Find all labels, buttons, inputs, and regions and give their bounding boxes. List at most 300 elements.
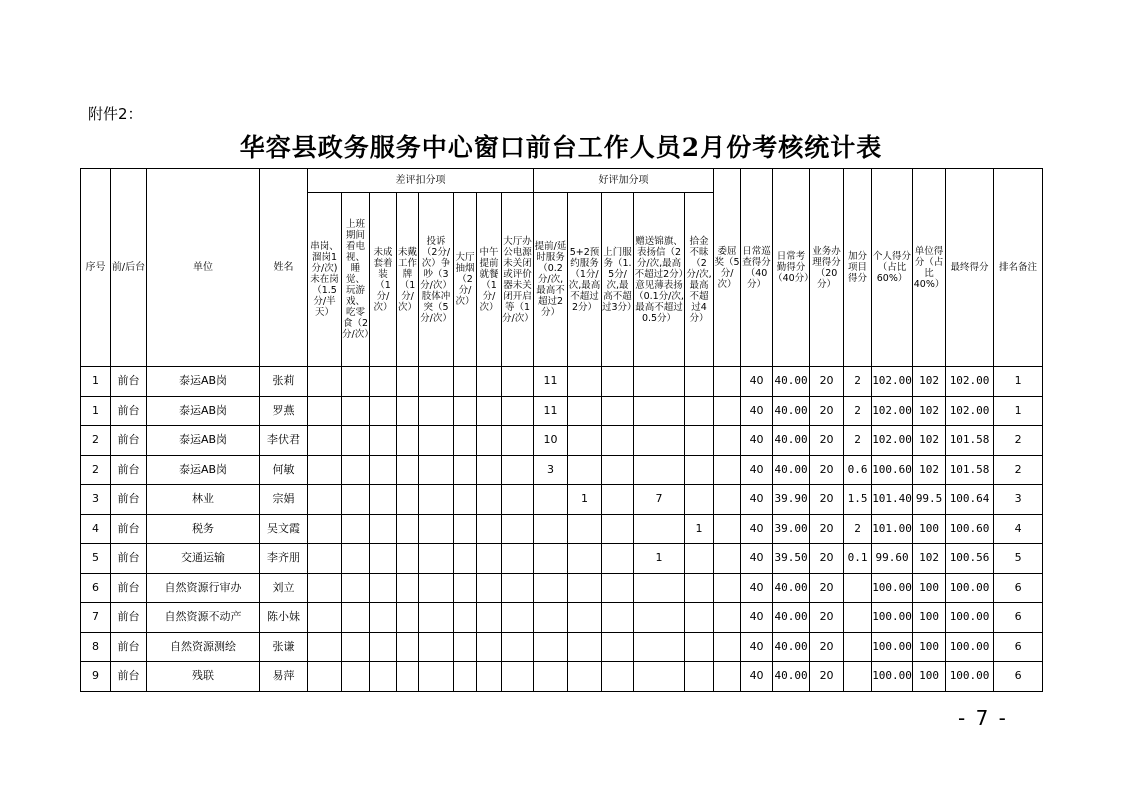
cell-empty bbox=[397, 662, 419, 692]
header-index: 序号 bbox=[81, 169, 111, 367]
cell-b3 bbox=[602, 514, 634, 544]
cell-final: 100.00 bbox=[946, 573, 994, 603]
cell-idx: 9 bbox=[81, 662, 111, 692]
cell-empty bbox=[419, 603, 454, 633]
cell-empty bbox=[397, 603, 419, 633]
cell-empty bbox=[419, 485, 454, 515]
cell-empty bbox=[397, 455, 419, 485]
cell-personal: 101.00 bbox=[872, 514, 913, 544]
table-row bbox=[81, 455, 1043, 485]
cell-unit: 泰运AB岗 bbox=[147, 426, 260, 456]
cell-b5 bbox=[685, 455, 714, 485]
header-penalty-item: 大厅办公电源未关闭或评价器未关闭开启等（1分/次） bbox=[502, 193, 534, 367]
cell-unit_score: 100 bbox=[913, 662, 946, 692]
cell-idx: 1 bbox=[81, 396, 111, 426]
cell-empty bbox=[419, 573, 454, 603]
cell-b2 bbox=[568, 632, 602, 662]
cell-personal: 102.00 bbox=[872, 426, 913, 456]
header-bonus-item: 上门服务（1.5分/次,最高不超过3分） bbox=[602, 193, 634, 367]
cell-empty bbox=[477, 455, 502, 485]
penalty-item-unit: （1分/次） bbox=[373, 279, 393, 313]
cell-desk: 前台 bbox=[111, 426, 147, 456]
cell-biz: 20 bbox=[810, 485, 844, 515]
cell-bonus: 2 bbox=[844, 367, 872, 397]
table-row bbox=[81, 603, 1043, 633]
cell-name: 张谦 bbox=[260, 632, 308, 662]
header-bonus-score: 加分项目得分 bbox=[844, 169, 872, 367]
cell-empty bbox=[419, 367, 454, 397]
cell-b1: 3 bbox=[534, 455, 568, 485]
cell-patrol: 40 bbox=[741, 514, 773, 544]
cell-empty bbox=[342, 485, 370, 515]
cell-b4 bbox=[634, 632, 685, 662]
cell-att: 39.50 bbox=[773, 544, 810, 574]
cell-b2 bbox=[568, 662, 602, 692]
cell-unit_score: 102 bbox=[913, 455, 946, 485]
cell-rank: 6 bbox=[994, 603, 1043, 633]
cell-personal: 101.40 bbox=[872, 485, 913, 515]
cell-b5: 1 bbox=[685, 514, 714, 544]
cell-empty bbox=[454, 573, 477, 603]
cell-biz: 20 bbox=[810, 514, 844, 544]
cell-desk: 前台 bbox=[111, 603, 147, 633]
cell-rank: 2 bbox=[994, 426, 1043, 456]
cell-b1 bbox=[534, 573, 568, 603]
cell-b1 bbox=[534, 662, 568, 692]
cell-empty bbox=[419, 396, 454, 426]
cell-b5 bbox=[685, 573, 714, 603]
header-penalty-item: 未戴工作牌（1分/次） bbox=[397, 193, 419, 367]
cell-empty bbox=[502, 426, 534, 456]
cell-patrol: 40 bbox=[741, 632, 773, 662]
cell-empty bbox=[308, 455, 342, 485]
cell-empty bbox=[308, 485, 342, 515]
cell-empty bbox=[502, 396, 534, 426]
cell-unit_score: 100 bbox=[913, 573, 946, 603]
cell-b2 bbox=[568, 514, 602, 544]
cell-desk: 前台 bbox=[111, 485, 147, 515]
cell-desk: 前台 bbox=[111, 455, 147, 485]
cell-empty bbox=[397, 514, 419, 544]
cell-b4 bbox=[634, 455, 685, 485]
cell-empty bbox=[308, 632, 342, 662]
cell-rank: 1 bbox=[994, 396, 1043, 426]
cell-unit: 自然资源不动产 bbox=[147, 603, 260, 633]
cell-empty bbox=[714, 485, 741, 515]
cell-unit: 税务 bbox=[147, 514, 260, 544]
cell-b1: 11 bbox=[534, 367, 568, 397]
cell-att: 40.00 bbox=[773, 603, 810, 633]
cell-idx: 3 bbox=[81, 485, 111, 515]
header-bonus-group: 好评加分项 bbox=[534, 169, 714, 193]
cell-rank: 6 bbox=[994, 662, 1043, 692]
cell-patrol: 40 bbox=[741, 455, 773, 485]
cell-unit_score: 102 bbox=[913, 544, 946, 574]
cell-b3 bbox=[602, 573, 634, 603]
cell-rank: 6 bbox=[994, 632, 1043, 662]
cell-b1 bbox=[534, 514, 568, 544]
header-unit-score: 单位得分（占比40%） bbox=[913, 169, 946, 367]
cell-empty bbox=[714, 632, 741, 662]
cell-personal: 102.00 bbox=[872, 367, 913, 397]
cell-b5 bbox=[685, 544, 714, 574]
header-personal: 个人得分（占比60%） bbox=[872, 169, 913, 367]
table-row bbox=[81, 514, 1043, 544]
cell-empty bbox=[454, 485, 477, 515]
cell-empty bbox=[454, 455, 477, 485]
cell-name: 何敏 bbox=[260, 455, 308, 485]
header-penalty-item: 串岗、溜岗1分/次)未在岗（1.5分/半天） bbox=[308, 193, 342, 367]
cell-desk: 前台 bbox=[111, 396, 147, 426]
cell-b1 bbox=[534, 603, 568, 633]
cell-desk: 前台 bbox=[111, 573, 147, 603]
cell-b3 bbox=[602, 455, 634, 485]
cell-bonus: 0.1 bbox=[844, 544, 872, 574]
cell-patrol: 40 bbox=[741, 367, 773, 397]
cell-desk: 前台 bbox=[111, 632, 147, 662]
cell-empty bbox=[419, 426, 454, 456]
cell-patrol: 40 bbox=[741, 396, 773, 426]
cell-desk: 前台 bbox=[111, 514, 147, 544]
cell-empty bbox=[714, 426, 741, 456]
cell-unit: 林业 bbox=[147, 485, 260, 515]
page-number: - 7 - bbox=[958, 706, 1008, 730]
cell-empty bbox=[370, 367, 397, 397]
cell-empty bbox=[454, 632, 477, 662]
cell-empty bbox=[454, 544, 477, 574]
cell-empty bbox=[308, 544, 342, 574]
cell-b4: 1 bbox=[634, 544, 685, 574]
cell-unit_score: 100 bbox=[913, 603, 946, 633]
cell-unit_score: 100 bbox=[913, 514, 946, 544]
cell-biz: 20 bbox=[810, 426, 844, 456]
cell-idx: 5 bbox=[81, 544, 111, 574]
cell-empty bbox=[502, 455, 534, 485]
cell-empty bbox=[397, 544, 419, 574]
cell-final: 101.58 bbox=[946, 455, 994, 485]
cell-unit: 自然资源测绘 bbox=[147, 632, 260, 662]
cell-bonus: 0.6 bbox=[844, 455, 872, 485]
cell-empty bbox=[370, 573, 397, 603]
cell-idx: 6 bbox=[81, 573, 111, 603]
cell-empty bbox=[477, 485, 502, 515]
header-bonus-item: 拾金不昧（2分/次,最高不超过4分） bbox=[685, 193, 714, 367]
cell-att: 40.00 bbox=[773, 662, 810, 692]
cell-b2: 1 bbox=[568, 485, 602, 515]
cell-empty bbox=[397, 426, 419, 456]
cell-personal: 102.00 bbox=[872, 396, 913, 426]
table-row bbox=[81, 632, 1043, 662]
cell-empty bbox=[308, 367, 342, 397]
header-bonus-item: 提前/延时服务（0.2分/次,最高不超过2分） bbox=[534, 193, 568, 367]
cell-bonus: 2 bbox=[844, 396, 872, 426]
cell-b3 bbox=[602, 485, 634, 515]
table-row bbox=[81, 573, 1043, 603]
cell-empty bbox=[419, 662, 454, 692]
cell-bonus: 2 bbox=[844, 426, 872, 456]
cell-b2 bbox=[568, 426, 602, 456]
cell-rank: 2 bbox=[994, 455, 1043, 485]
cell-b5 bbox=[685, 485, 714, 515]
header-penalty-item: 大厅抽烟（2分/次） bbox=[454, 193, 477, 367]
cell-empty bbox=[370, 514, 397, 544]
cell-empty bbox=[370, 603, 397, 633]
cell-empty bbox=[502, 485, 534, 515]
cell-b4 bbox=[634, 396, 685, 426]
cell-b1 bbox=[534, 485, 568, 515]
cell-personal: 99.60 bbox=[872, 544, 913, 574]
cell-bonus: 2 bbox=[844, 514, 872, 544]
cell-idx: 4 bbox=[81, 514, 111, 544]
cell-unit: 泰运AB岗 bbox=[147, 455, 260, 485]
cell-empty bbox=[419, 455, 454, 485]
cell-unit: 泰运AB岗 bbox=[147, 396, 260, 426]
cell-desk: 前台 bbox=[111, 662, 147, 692]
cell-empty bbox=[477, 573, 502, 603]
cell-biz: 20 bbox=[810, 662, 844, 692]
cell-empty bbox=[342, 514, 370, 544]
cell-b5 bbox=[685, 426, 714, 456]
cell-b2 bbox=[568, 544, 602, 574]
cell-biz: 20 bbox=[810, 367, 844, 397]
cell-name: 张莉 bbox=[260, 367, 308, 397]
cell-empty bbox=[342, 367, 370, 397]
cell-att: 40.00 bbox=[773, 573, 810, 603]
cell-final: 100.56 bbox=[946, 544, 994, 574]
cell-personal: 100.00 bbox=[872, 662, 913, 692]
header-penalty-item: 中午提前就餐（1分/次） bbox=[477, 193, 502, 367]
header-penalty-group: 差评扣分项 bbox=[308, 169, 534, 193]
cell-b5 bbox=[685, 396, 714, 426]
cell-b3 bbox=[602, 662, 634, 692]
cell-biz: 20 bbox=[810, 573, 844, 603]
header-award: 委屈奖（5分/次） bbox=[714, 169, 741, 367]
cell-empty bbox=[477, 426, 502, 456]
cell-b5 bbox=[685, 662, 714, 692]
cell-empty bbox=[370, 455, 397, 485]
cell-empty bbox=[502, 603, 534, 633]
cell-empty bbox=[370, 632, 397, 662]
table-body bbox=[81, 367, 1043, 692]
cell-biz: 20 bbox=[810, 544, 844, 574]
cell-unit_score: 100 bbox=[913, 632, 946, 662]
cell-empty bbox=[714, 662, 741, 692]
cell-b4: 7 bbox=[634, 485, 685, 515]
cell-att: 39.90 bbox=[773, 485, 810, 515]
header-business: 业务办理得分（20分） bbox=[810, 169, 844, 367]
cell-unit: 泰运AB岗 bbox=[147, 367, 260, 397]
cell-empty bbox=[370, 396, 397, 426]
cell-personal: 100.00 bbox=[872, 632, 913, 662]
cell-b3 bbox=[602, 544, 634, 574]
cell-b1: 11 bbox=[534, 396, 568, 426]
cell-empty bbox=[308, 603, 342, 633]
header-name: 姓名 bbox=[260, 169, 308, 367]
cell-empty bbox=[714, 396, 741, 426]
cell-empty bbox=[342, 426, 370, 456]
cell-empty bbox=[370, 485, 397, 515]
cell-empty bbox=[714, 455, 741, 485]
header-bonus-item: 赠送锦旗、表扬信（2分/次,最高不超过2分）意见薄表扬（0.1分/次,最高不超过0.5分） bbox=[634, 193, 685, 367]
cell-bonus bbox=[844, 662, 872, 692]
cell-empty bbox=[397, 485, 419, 515]
header-bonus-item: 5+2预约服务（1分/次,最高不超过2分） bbox=[568, 193, 602, 367]
cell-name: 陈小妹 bbox=[260, 603, 308, 633]
cell-rank: 6 bbox=[994, 573, 1043, 603]
cell-desk: 前台 bbox=[111, 544, 147, 574]
cell-empty bbox=[502, 632, 534, 662]
cell-empty bbox=[477, 603, 502, 633]
page-title: 华容县政务服务中心窗口前台工作人员2月份考核统计表 bbox=[239, 133, 883, 162]
table-row bbox=[81, 396, 1043, 426]
cell-empty bbox=[342, 396, 370, 426]
cell-biz: 20 bbox=[810, 396, 844, 426]
header-unit: 单位 bbox=[147, 169, 260, 367]
cell-empty bbox=[454, 396, 477, 426]
cell-empty bbox=[308, 573, 342, 603]
cell-b4 bbox=[634, 603, 685, 633]
table-row bbox=[81, 367, 1043, 397]
cell-b2 bbox=[568, 396, 602, 426]
cell-att: 40.00 bbox=[773, 455, 810, 485]
cell-b3 bbox=[602, 603, 634, 633]
cell-empty bbox=[714, 544, 741, 574]
table-row bbox=[81, 544, 1043, 574]
table-row bbox=[81, 426, 1043, 456]
assessment-table bbox=[80, 168, 1043, 692]
cell-empty bbox=[477, 514, 502, 544]
cell-final: 102.00 bbox=[946, 396, 994, 426]
cell-rank: 3 bbox=[994, 485, 1043, 515]
cell-rank: 5 bbox=[994, 544, 1043, 574]
cell-b5 bbox=[685, 367, 714, 397]
cell-b5 bbox=[685, 632, 714, 662]
cell-empty bbox=[342, 603, 370, 633]
cell-empty bbox=[714, 573, 741, 603]
cell-biz: 20 bbox=[810, 603, 844, 633]
cell-empty bbox=[342, 662, 370, 692]
cell-empty bbox=[454, 514, 477, 544]
cell-rank: 1 bbox=[994, 367, 1043, 397]
cell-att: 39.00 bbox=[773, 514, 810, 544]
cell-empty bbox=[454, 662, 477, 692]
cell-desk: 前台 bbox=[111, 367, 147, 397]
cell-bonus bbox=[844, 573, 872, 603]
cell-name: 易萍 bbox=[260, 662, 308, 692]
cell-unit_score: 102 bbox=[913, 426, 946, 456]
cell-empty bbox=[477, 632, 502, 662]
cell-empty bbox=[502, 662, 534, 692]
table-row bbox=[81, 662, 1043, 692]
cell-empty bbox=[419, 544, 454, 574]
cell-name: 李齐朋 bbox=[260, 544, 308, 574]
cell-empty bbox=[502, 514, 534, 544]
cell-b3 bbox=[602, 426, 634, 456]
cell-empty bbox=[342, 455, 370, 485]
cell-empty bbox=[714, 367, 741, 397]
header-desk: 前/后台 bbox=[111, 169, 147, 367]
cell-name: 刘立 bbox=[260, 573, 308, 603]
cell-bonus bbox=[844, 603, 872, 633]
cell-final: 100.00 bbox=[946, 603, 994, 633]
cell-unit_score: 99.5 bbox=[913, 485, 946, 515]
cell-patrol: 40 bbox=[741, 485, 773, 515]
cell-patrol: 40 bbox=[741, 573, 773, 603]
cell-rank: 4 bbox=[994, 514, 1043, 544]
cell-b2 bbox=[568, 455, 602, 485]
cell-b1 bbox=[534, 544, 568, 574]
cell-b2 bbox=[568, 573, 602, 603]
cell-final: 100.64 bbox=[946, 485, 994, 515]
cell-b2 bbox=[568, 603, 602, 633]
cell-patrol: 40 bbox=[741, 603, 773, 633]
cell-empty bbox=[477, 367, 502, 397]
cell-personal: 100.60 bbox=[872, 455, 913, 485]
cell-personal: 100.00 bbox=[872, 573, 913, 603]
cell-bonus: 1.5 bbox=[844, 485, 872, 515]
cell-final: 100.00 bbox=[946, 662, 994, 692]
cell-idx: 2 bbox=[81, 455, 111, 485]
header-penalty-item bbox=[370, 193, 397, 367]
header-final: 最终得分 bbox=[946, 169, 994, 367]
cell-b3 bbox=[602, 396, 634, 426]
cell-empty bbox=[342, 573, 370, 603]
cell-b1 bbox=[534, 632, 568, 662]
table-row bbox=[81, 485, 1043, 515]
cell-b3 bbox=[602, 632, 634, 662]
cell-empty bbox=[477, 662, 502, 692]
cell-b2 bbox=[568, 367, 602, 397]
cell-empty bbox=[477, 396, 502, 426]
cell-empty bbox=[714, 514, 741, 544]
cell-empty bbox=[308, 396, 342, 426]
cell-unit: 交通运输 bbox=[147, 544, 260, 574]
cell-empty bbox=[419, 632, 454, 662]
cell-empty bbox=[308, 426, 342, 456]
cell-empty bbox=[477, 544, 502, 574]
cell-empty bbox=[397, 632, 419, 662]
cell-name: 李伏君 bbox=[260, 426, 308, 456]
cell-unit_score: 102 bbox=[913, 396, 946, 426]
cell-name: 吴文霞 bbox=[260, 514, 308, 544]
cell-empty bbox=[308, 514, 342, 544]
cell-att: 40.00 bbox=[773, 632, 810, 662]
cell-empty bbox=[502, 573, 534, 603]
cell-empty bbox=[370, 426, 397, 456]
cell-empty bbox=[502, 367, 534, 397]
penalty-item-text: 未成套着装 bbox=[373, 246, 393, 280]
header-penalty-item: 投诉（2分/次）争吵（3分/次）肢体冲突（5分/次） bbox=[419, 193, 454, 367]
cell-b5 bbox=[685, 603, 714, 633]
cell-final: 101.58 bbox=[946, 426, 994, 456]
cell-empty bbox=[454, 603, 477, 633]
cell-empty bbox=[342, 632, 370, 662]
cell-name: 罗燕 bbox=[260, 396, 308, 426]
cell-b3 bbox=[602, 367, 634, 397]
cell-empty bbox=[397, 367, 419, 397]
cell-patrol: 40 bbox=[741, 426, 773, 456]
cell-att: 40.00 bbox=[773, 367, 810, 397]
cell-b4 bbox=[634, 662, 685, 692]
attachment-label: 附件2： bbox=[88, 105, 143, 123]
cell-patrol: 40 bbox=[741, 662, 773, 692]
header-penalty-item: 上班期间看电视、睡觉、玩游戏、吃零食（2分/次） bbox=[342, 193, 370, 367]
cell-att: 40.00 bbox=[773, 396, 810, 426]
cell-empty bbox=[454, 426, 477, 456]
cell-empty bbox=[454, 367, 477, 397]
cell-biz: 20 bbox=[810, 632, 844, 662]
cell-att: 40.00 bbox=[773, 426, 810, 456]
